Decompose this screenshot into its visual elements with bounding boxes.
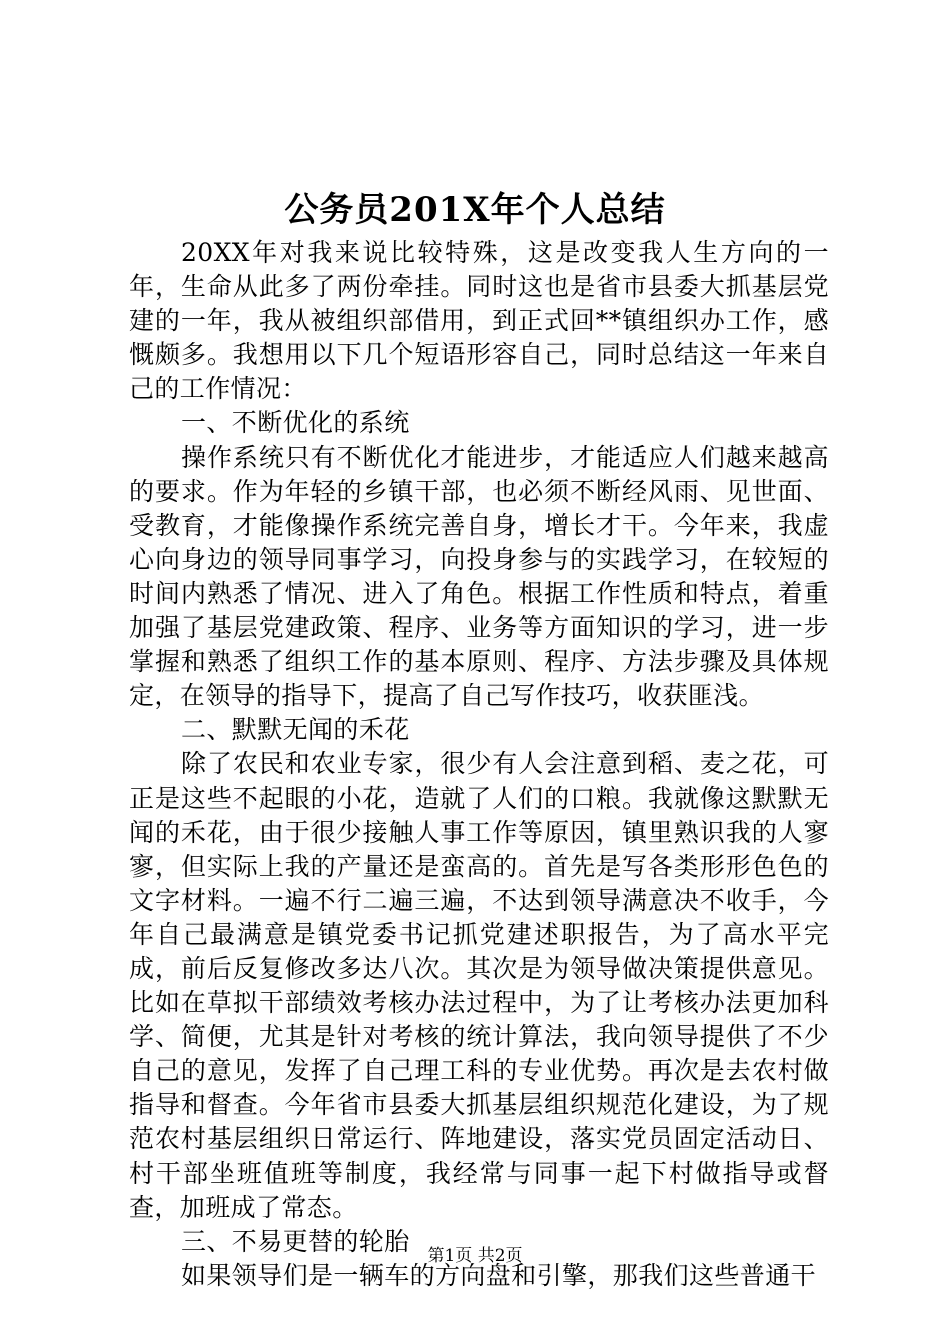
- page-number-footer: 第1页 共2页: [427, 1246, 523, 1266]
- section-heading-3: 三、不易更替的轮胎: [181, 1226, 410, 1256]
- paragraph-section-2: 除了农民和农业专家，很少有人会注意到稻、麦之花，可正是这些不起眼的小花，造就了人们的口粮。我就像这默默无闻的禾花，由于很少接触人事工作等原因，镇里熟识我的人寥寥，但实际上我的产量还是蛮高的。首先是写各类形形色色的文字材料。一遍不行二遍三遍，不达到领导满意决不收手，今年自己最满意是镇党委书记抓党建述职报告，为了高水平完成，前后反复修改多达八次。其次是为领导做决策提供意见。比如在草拟干部绩效考核办法过程中，为了让考核办法更加科学、简便，尤其是针对考核的统计算法，我向领导提供了不少自己的意见，发挥了自己理工科的专业优势。再次是去农村做指导和督查。今年省市县委大抓基层组织规范化建设，为了规范农村基层组织日常运行、阵地建设，落实党员固定活动日、村干部坐班值班等制度，我经常与同事一起下村做指导或督查，加班成了常态。: [129, 749, 829, 1222]
- document-title: 公务员201X年个人总结: [284, 190, 666, 230]
- section-heading-2: 二、默默无闻的禾花: [181, 715, 410, 745]
- paragraph-intro: 20XX年对我来说比较特殊，这是改变我人生方向的一年，生命从此多了两份牵挂。同时这也是省市县委大抓基层党建的一年，我从被组织部借用，到正式回**镇组织办工作，感慨颇多。我想用以下几个短语形容自己，同时总结这一年来自己的工作情况：: [129, 238, 829, 404]
- section-heading-1: 一、不断优化的系统: [181, 408, 410, 438]
- document-body: [129, 236, 829, 1293]
- paragraph-section-1: 操作系统只有不断优化才能进步，才能适应人们越来越高的要求。作为年轻的乡镇干部，也必须不断经风雨、见世面、受教育，才能像操作系统完善自身，增长才干。今年来，我虚心向身边的领导同事学习，向投身参与的实践学习，在较短的时间内熟悉了情况、进入了角色。根据工作性质和特点，着重加强了基层党建政策、程序、业务等方面知识的学习，进一步掌握和熟悉了组织工作的基本原则、程序、方法步骤及具体规定，在领导的指导下，提高了自己写作技巧，收获匪浅。: [129, 442, 829, 711]
- paragraph-section-3: 如果领导们是一辆车的方向盘和引擎，那我们这些普通干: [181, 1260, 817, 1290]
